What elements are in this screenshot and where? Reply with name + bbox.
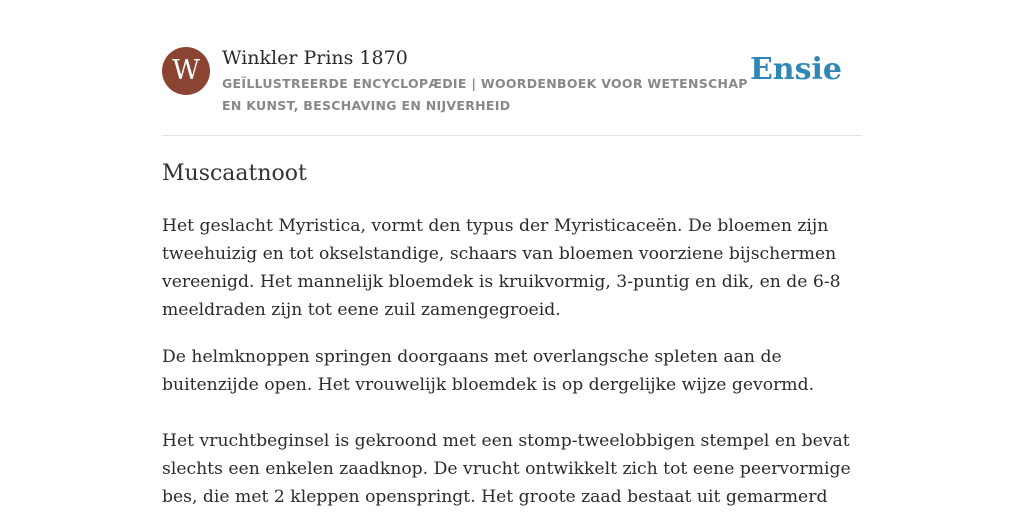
source-subtitle: GEÏLLUSTREERDE ENCYCLOPÆDIE | WOORDENBOEK VOOR WETENSCHAP EN KUNST, BESCHAVING EN NIJVERHEID <box>222 76 748 113</box>
source-title[interactable]: Winkler Prins 1870 <box>222 47 408 69</box>
paragraph: De helmknoppen springen doorgaans met overlangsche spleten aan de buitenzijde open. Het vrouwelijk bloemdek is op dergelijke wijze gevormd. <box>162 347 815 395</box>
avatar[interactable]: W <box>162 47 210 95</box>
paragraph: Het vruchtbeginsel is gekroond met een stomp-tweelobbigen stempel en bevat slechts een enkelen zaadknop. De vrucht ontwikkelt zich tot eene peervormige bes, die met 2 kleppen openspringt. Het groote zaad bestaat uit gemarmerd <box>162 431 851 507</box>
article-title: Muscaatnoot <box>162 161 307 186</box>
paragraph: Het geslacht Myristica, vormt den typus der Myristicaceën. De bloemen zijn tweehuizig en tot okselstandige, schaars van bloemen voorziene bijschermen vereenigd. Het mannelijk bloemdek is kruikvormig, 3-puntig en dik, en de 6-8 meeldraden zijn tot eene zuil zamengegroeid. <box>162 216 841 320</box>
source-header <box>162 46 862 116</box>
article-body <box>162 212 862 512</box>
divider <box>162 135 862 136</box>
ensie-logo[interactable]: Ensie <box>749 52 842 87</box>
